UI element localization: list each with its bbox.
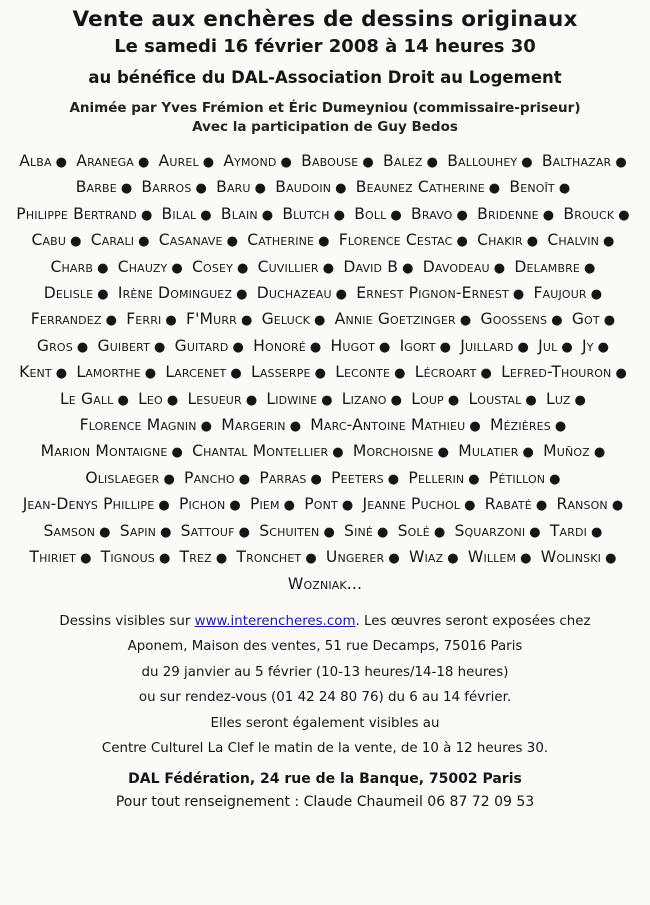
bullet-separator: ● xyxy=(605,551,617,567)
bullet-separator: ● xyxy=(310,471,323,487)
bullet-separator: ● xyxy=(200,419,213,435)
artist-name: Honoré xyxy=(253,336,306,355)
bullet-separator: ● xyxy=(309,339,322,355)
artist-name: Bilal xyxy=(161,204,197,223)
artist-name: Delambre xyxy=(514,257,581,276)
bullet-separator: ● xyxy=(522,445,535,461)
artist-name: Cabu xyxy=(31,231,67,250)
footer-line-1-suffix: . Les œuvres seront exposées chez xyxy=(355,613,591,629)
artist-name: Blutch xyxy=(282,204,330,223)
bullet-separator: ● xyxy=(117,392,129,408)
artist-name: Parras xyxy=(259,468,307,487)
artist-name: Casanave xyxy=(158,231,223,250)
bullet-separator: ● xyxy=(456,207,468,223)
bullet-separator: ● xyxy=(469,419,481,435)
artist-name: Ranson xyxy=(556,495,608,514)
bullet-separator: ● xyxy=(333,207,346,223)
bullet-separator: ● xyxy=(551,313,563,329)
bullet-separator: ● xyxy=(335,181,347,197)
bullet-separator: ● xyxy=(388,551,400,567)
bullet-separator: ● xyxy=(283,498,296,514)
artist-name: Willem xyxy=(467,548,517,567)
artist-name: Alba xyxy=(19,152,52,170)
artist-name: Luz xyxy=(546,389,571,408)
footer-line-6: Centre Culturel La Clef le matin de la vente, de 10 à 12 heures 30. xyxy=(101,741,549,757)
bullet-separator: ● xyxy=(426,155,439,170)
bullet-separator: ● xyxy=(387,471,400,487)
artist-name: Wolinski xyxy=(540,548,602,567)
footer-line-3: du 29 janvier au 5 février (10-13 heures/14-18 heures) xyxy=(141,664,509,680)
artist-name: Loustal xyxy=(468,389,522,408)
artist-name: Solé xyxy=(397,521,430,540)
bullet-separator: ● xyxy=(480,366,492,382)
bullet-separator: ● xyxy=(99,524,111,540)
participation: Avec la participation de Guy Bedos xyxy=(192,119,458,135)
bullet-separator: ● xyxy=(549,471,561,487)
bullet-separator: ● xyxy=(55,155,68,170)
artist-name: Faujour xyxy=(533,284,587,303)
bullet-separator: ● xyxy=(591,524,603,540)
artist-name: Lesueur xyxy=(187,389,242,408)
artist-name: Marc-Antoine Mathieu xyxy=(310,416,466,435)
footer-line-2: Aponem, Maison des ventes, 51 rue Decamps, 75016 Paris xyxy=(127,639,523,655)
event-date: Le samedi 16 février 2008 à 14 heures 30 xyxy=(114,36,536,57)
artist-name: Lefred-Thouron xyxy=(501,363,612,382)
bullet-separator: ● xyxy=(305,551,317,567)
bullet-separator: ● xyxy=(215,551,228,567)
bullet-separator: ● xyxy=(447,551,459,567)
artist-name: David B xyxy=(343,257,399,276)
bullet-separator: ● xyxy=(439,339,452,355)
artist-name: Leconte xyxy=(335,363,391,382)
artist-name: Blain xyxy=(220,204,258,223)
bullet-separator: ● xyxy=(166,392,179,408)
bullet-separator: ● xyxy=(529,524,541,540)
artist-name: Tardi xyxy=(549,521,588,540)
artist-name: Margerin xyxy=(221,416,286,435)
artist-name: Lasserpe xyxy=(251,363,311,382)
artist-name: Juillard xyxy=(460,336,514,355)
bullet-separator: ● xyxy=(593,445,606,461)
bullet-separator: ● xyxy=(378,339,391,355)
bullet-separator: ● xyxy=(574,392,587,408)
artist-name: Cuvillier xyxy=(257,257,319,276)
artist-name: Samson xyxy=(43,521,96,540)
bullet-separator: ● xyxy=(521,155,533,170)
page-title: Vente aux enchères de dessins originaux xyxy=(72,7,578,32)
bullet-separator: ● xyxy=(229,498,241,514)
artist-name: Squarzoni xyxy=(454,521,526,540)
artist-name: Benoît xyxy=(509,178,555,197)
hosted-by: Animée par Yves Frémion et Éric Dumeyniou (commissaire-priseur) xyxy=(69,100,581,116)
artist-name: Charb xyxy=(50,257,94,276)
artist-name: Irène Dominguez xyxy=(117,284,233,303)
artist-name: Igort xyxy=(399,336,436,355)
bullet-separator: ● xyxy=(200,207,212,223)
artist-name: Baru xyxy=(216,178,251,197)
artist-name: Bravo xyxy=(411,204,453,223)
artist-name: Guitard xyxy=(174,336,229,355)
artist-name: Siné xyxy=(344,521,373,540)
artist-name: Kent xyxy=(19,363,52,382)
bullet-separator: ● xyxy=(376,524,389,540)
bullet-separator: ● xyxy=(597,339,610,355)
artist-name: Catherine xyxy=(247,231,315,250)
artist-name: Jeanne Puchol xyxy=(362,495,461,514)
bullet-separator: ● xyxy=(318,234,330,250)
artist-name: Lamorthe xyxy=(76,363,141,382)
bullet-separator: ● xyxy=(341,498,354,514)
bullet-separator: ● xyxy=(535,498,548,514)
artist-name: Marion Montaigne xyxy=(40,442,168,461)
artist-name: Pétillon xyxy=(488,468,546,487)
artist-name: Ferri xyxy=(126,310,162,329)
bullet-separator: ● xyxy=(171,260,183,276)
bullet-separator: ● xyxy=(144,366,157,382)
artist-name: Aymond xyxy=(223,152,277,170)
artist-name: F'Murr xyxy=(186,310,237,329)
bullet-separator: ● xyxy=(202,155,215,170)
bullet-separator: ● xyxy=(105,313,118,329)
artist-name: Guibert xyxy=(97,336,150,355)
footer-line-1-prefix: Dessins visibles sur xyxy=(59,613,195,629)
artist-name: Chakir xyxy=(477,231,523,250)
bullet-separator: ● xyxy=(137,155,150,170)
artist-name: Le Gall xyxy=(59,389,114,408)
beneficiary: au bénéfice du DAL-Association Droit au Logement xyxy=(88,68,562,87)
artist-name: Ungerer xyxy=(325,548,385,567)
artist-name: Florence Magnin xyxy=(79,416,197,435)
footer-line-4: ou sur rendez-vous (01 42 24 80 76) du 6 au 14 février. xyxy=(138,690,512,706)
artist-name: Thiriet xyxy=(29,548,77,567)
artist-name: Pichon xyxy=(178,495,226,514)
artist-name: Aranega xyxy=(76,152,134,170)
artist-name: Mulatier xyxy=(458,442,519,461)
artist-name: Aurel xyxy=(158,152,199,170)
artist-name: Sapin xyxy=(119,521,157,540)
bullet-separator: ● xyxy=(618,207,630,223)
organization-address: DAL Fédération, 24 rue de la Banque, 75002 Paris xyxy=(128,770,522,787)
artist-name: Pellerin xyxy=(408,468,465,487)
artist-name: Annie Goetzinger xyxy=(334,310,456,329)
artist-name: Larcenet xyxy=(165,363,227,382)
website-link[interactable]: www.interencheres.com xyxy=(194,613,356,629)
bullet-separator: ● xyxy=(238,524,251,540)
artist-name: Florence Cestac xyxy=(338,231,453,250)
artist-name: Balthazar xyxy=(541,152,612,170)
bullet-separator: ● xyxy=(558,181,571,197)
artist-name: Balez xyxy=(383,152,423,170)
artist-name: Hugot xyxy=(330,336,375,355)
artist-name: Barros xyxy=(141,178,192,197)
bullet-separator: ● xyxy=(120,181,133,197)
artist-name: Babouse xyxy=(301,152,359,170)
artist-name: Beaunez Catherine xyxy=(355,178,485,197)
bullet-separator: ● xyxy=(55,366,68,382)
artist-name: Pancho xyxy=(184,468,235,487)
artist-name: Schuiten xyxy=(259,521,320,540)
bullet-separator: ● xyxy=(456,234,468,250)
bullet-separator: ● xyxy=(165,313,177,329)
bullet-separator: ● xyxy=(314,366,327,382)
bullet-separator: ● xyxy=(314,313,326,329)
bullet-separator: ● xyxy=(138,234,150,250)
artist-name: Philippe Bertrand xyxy=(16,204,137,223)
bullet-separator: ● xyxy=(289,419,302,435)
artist-name: Jy xyxy=(581,336,594,355)
artist-name: Chalvin xyxy=(547,231,600,250)
artist-name: Ernest Pignon-Ernest xyxy=(356,284,509,303)
artist-name: Olislaeger xyxy=(85,468,160,487)
bullet-separator: ● xyxy=(437,445,450,461)
bullet-separator: ● xyxy=(158,498,170,514)
bullet-separator: ● xyxy=(554,419,567,435)
contact-block xyxy=(0,768,650,814)
artist-name: Chantal Montellier xyxy=(192,442,329,461)
artist-name: Peeters xyxy=(331,468,384,487)
artist-name: Rabaté xyxy=(484,495,532,514)
bullet-separator: ● xyxy=(517,339,530,355)
bullet-separator: ● xyxy=(280,155,292,170)
bullet-separator: ● xyxy=(80,551,92,567)
bullet-separator: ● xyxy=(158,551,171,567)
bullet-separator: ● xyxy=(76,339,89,355)
bullet-separator: ● xyxy=(238,471,251,487)
artist-name: Baudoin xyxy=(275,178,332,197)
artist-name: Muñoz xyxy=(543,442,590,461)
bullet-separator: ● xyxy=(468,471,480,487)
bullet-separator: ● xyxy=(590,287,603,303)
artist-name: Delisle xyxy=(43,284,94,303)
bullet-separator: ● xyxy=(70,234,82,250)
artist-name: Got xyxy=(571,310,600,329)
artist-name: Jean-Denys Phillipe xyxy=(22,495,155,514)
bullet-separator: ● xyxy=(232,339,245,355)
bullet-separator: ● xyxy=(615,155,627,170)
artist-name: Goossens xyxy=(480,310,548,329)
bullet-separator: ● xyxy=(236,260,249,276)
artist-name: Carali xyxy=(90,231,135,250)
artist-name: Gros xyxy=(36,336,73,355)
bullet-separator: ● xyxy=(230,366,242,382)
artist-name: Wozniak... xyxy=(287,574,363,593)
artist-name: Tronchet xyxy=(236,548,302,567)
bullet-separator: ● xyxy=(561,339,573,355)
bullet-separator: ● xyxy=(97,287,109,303)
artist-name: Leo xyxy=(138,389,163,408)
artist-name: Pont xyxy=(304,495,338,514)
bullet-separator: ● xyxy=(97,260,109,276)
contact-info: Pour tout renseignement : Claude Chaumeil 06 87 72 09 53 xyxy=(115,793,535,810)
bullet-separator: ● xyxy=(615,366,627,382)
bullet-separator: ● xyxy=(163,471,175,487)
bullet-separator: ● xyxy=(332,445,344,461)
artist-name: Tignous xyxy=(100,548,155,567)
bullet-separator: ● xyxy=(488,181,501,197)
artist-name: Trez xyxy=(179,548,212,567)
artist-name: Ferrandez xyxy=(30,310,102,329)
artist-name: Piem xyxy=(249,495,280,514)
bullet-separator: ● xyxy=(464,498,476,514)
artist-name: Wiaz xyxy=(408,548,444,567)
bullet-separator: ● xyxy=(322,260,335,276)
artist-name: Boll xyxy=(354,204,387,223)
footer-line-5: Elles seront également visibles au xyxy=(210,715,440,731)
bullet-separator: ● xyxy=(335,287,348,303)
bullet-separator: ● xyxy=(153,339,166,355)
artist-name: Jul xyxy=(538,336,558,355)
bullet-separator: ● xyxy=(584,260,596,276)
bullet-separator: ● xyxy=(323,524,335,540)
bullet-separator: ● xyxy=(261,207,274,223)
header xyxy=(0,6,650,137)
artist-list xyxy=(14,149,636,597)
footer-line-1 xyxy=(0,609,650,635)
bullet-separator: ● xyxy=(160,524,172,540)
bullet-separator: ● xyxy=(447,392,460,408)
artist-name: Mézières xyxy=(489,416,551,435)
bullet-separator: ● xyxy=(171,445,183,461)
artist-name: Lidwine xyxy=(266,389,318,408)
bullet-separator: ● xyxy=(542,207,555,223)
bullet-separator: ● xyxy=(603,234,615,250)
artist-name: Bridenne xyxy=(477,204,539,223)
bullet-separator: ● xyxy=(459,313,472,329)
bullet-separator: ● xyxy=(603,313,616,329)
bullet-separator: ● xyxy=(394,366,406,382)
artist-name: Morchoisne xyxy=(352,442,434,461)
artist-name: Sattouf xyxy=(180,521,235,540)
bullet-separator: ● xyxy=(390,207,402,223)
exhibition-info xyxy=(0,609,650,762)
bullet-separator: ● xyxy=(195,181,207,197)
bullet-separator: ● xyxy=(390,392,403,408)
artist-name: Geluck xyxy=(261,310,311,329)
bullet-separator: ● xyxy=(525,392,537,408)
artist-name: Duchazeau xyxy=(256,284,332,303)
bullet-separator: ● xyxy=(226,234,239,250)
bullet-separator: ● xyxy=(321,392,333,408)
artist-name: Lécroart xyxy=(414,363,477,382)
artist-name: Barbe xyxy=(75,178,117,197)
artist-name: Ballouhey xyxy=(447,152,518,170)
bullet-separator: ● xyxy=(240,313,253,329)
bullet-separator: ● xyxy=(520,551,532,567)
bullet-separator: ● xyxy=(402,260,414,276)
bullet-separator: ● xyxy=(512,287,525,303)
bullet-separator: ● xyxy=(493,260,506,276)
artist-name: Chauzy xyxy=(117,257,168,276)
artist-name: Brouck xyxy=(563,204,615,223)
artist-name: Davodeau xyxy=(422,257,490,276)
bullet-separator: ● xyxy=(140,207,153,223)
bullet-separator: ● xyxy=(362,155,374,170)
artist-name: Cosey xyxy=(192,257,233,276)
bullet-separator: ● xyxy=(236,287,248,303)
artist-name: Loup xyxy=(411,389,444,408)
bullet-separator: ● xyxy=(433,524,446,540)
bullet-separator: ● xyxy=(611,498,624,514)
bullet-separator: ● xyxy=(526,234,539,250)
bullet-separator: ● xyxy=(254,181,267,197)
bullet-separator: ● xyxy=(245,392,258,408)
artist-name: Lizano xyxy=(341,389,387,408)
